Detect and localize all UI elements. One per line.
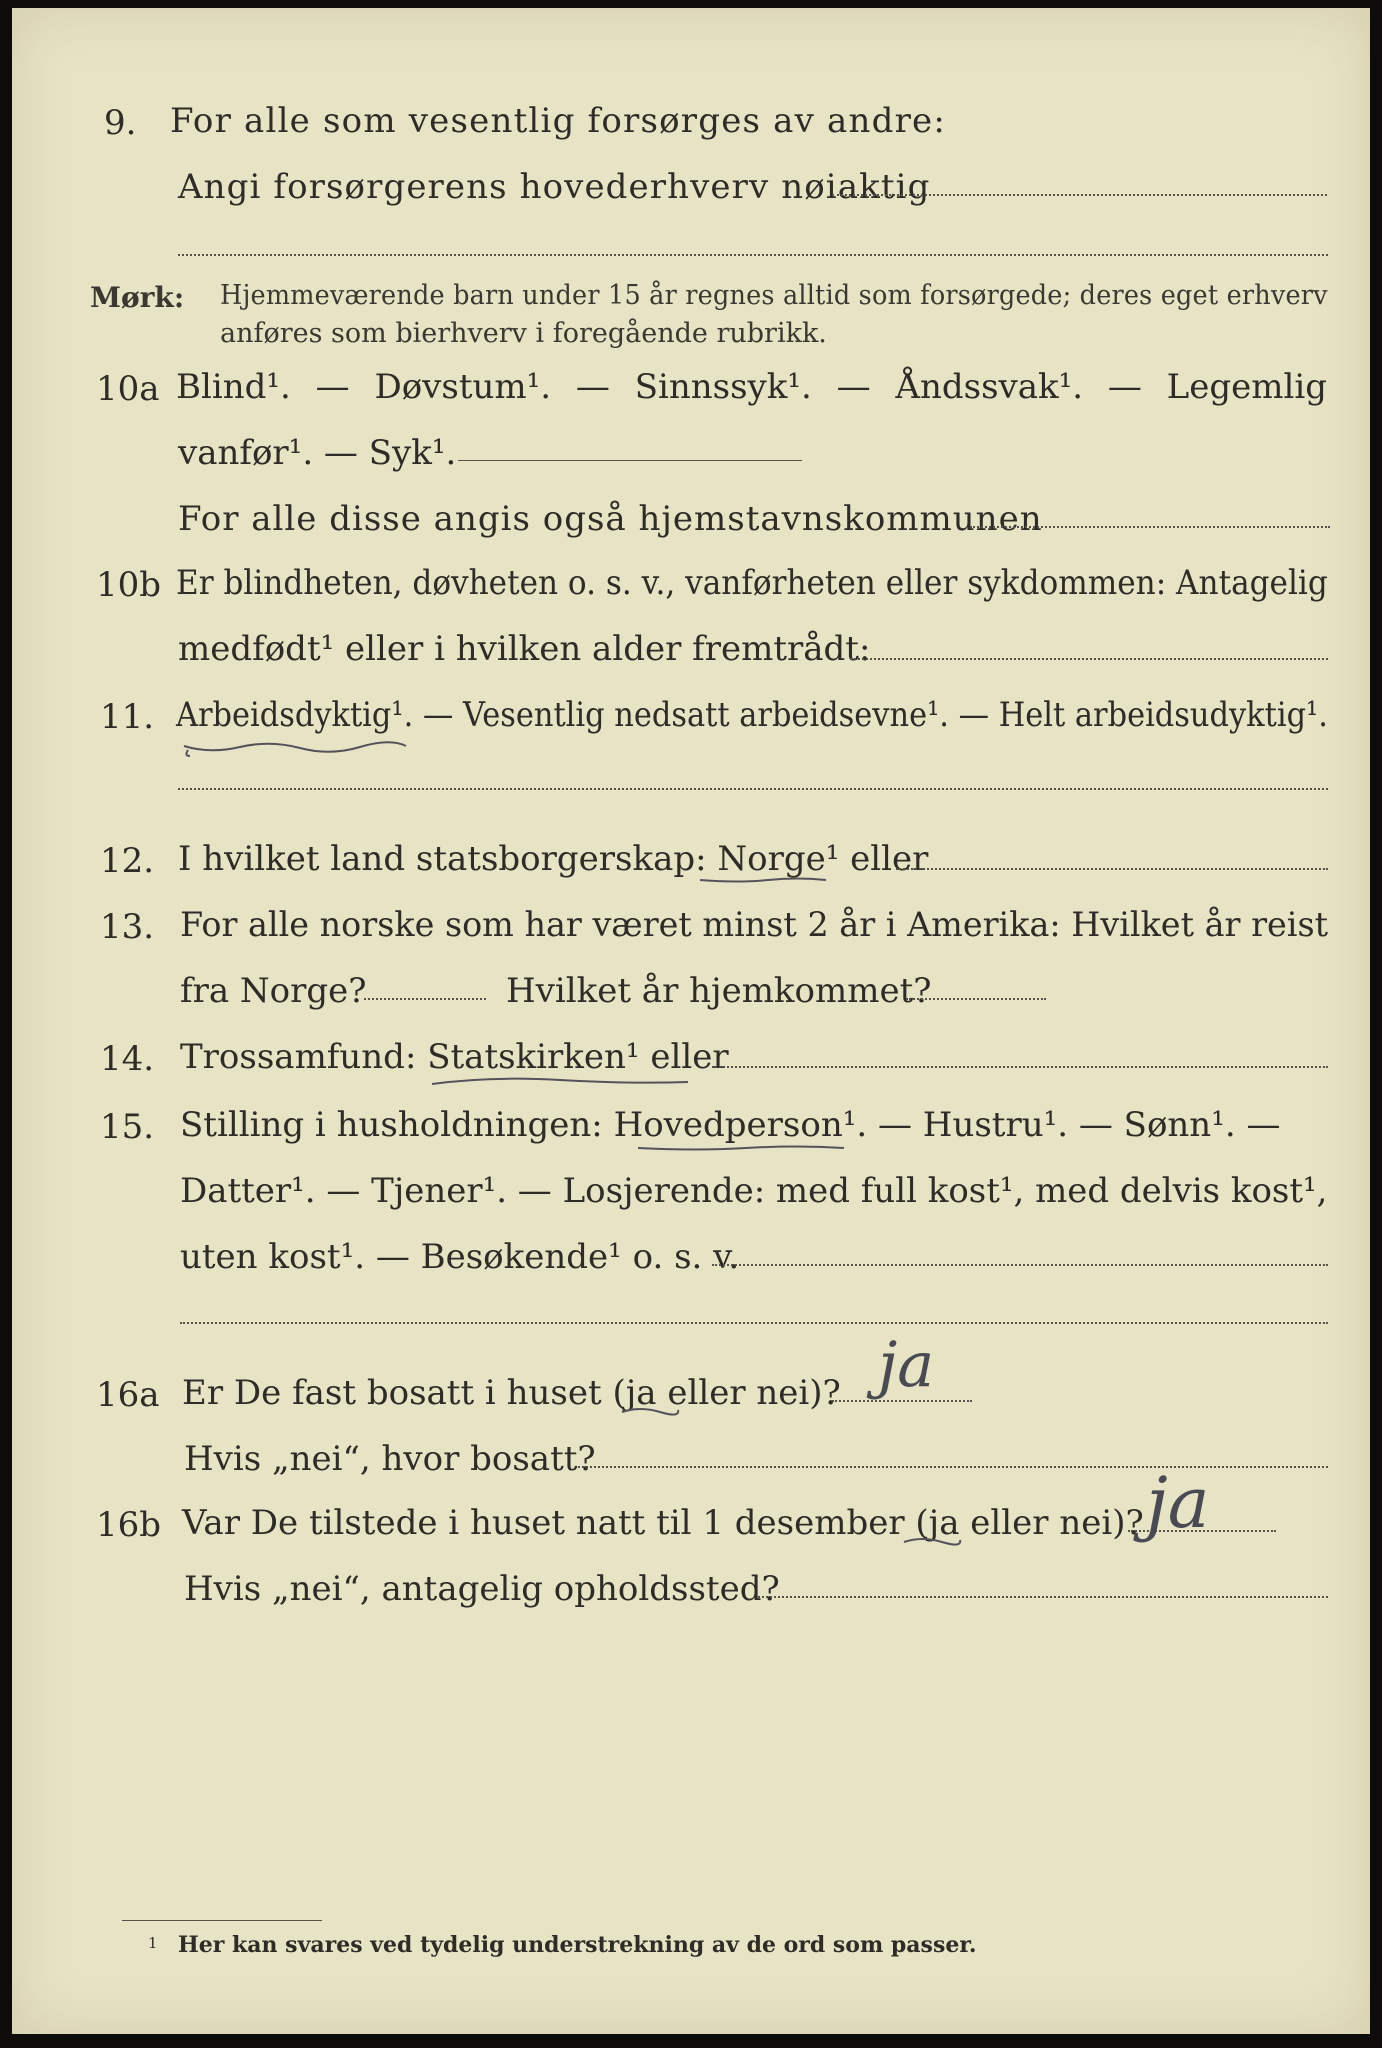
q16a-line2: Hvis „nei“, hvor bosatt? <box>184 1439 596 1479</box>
footnote-text: Her kan svares ved tydelig understrekning av de ord som passer. <box>178 1932 977 1958</box>
q13-line2a: fra Norge? <box>180 971 367 1011</box>
q13-line1: For alle norske som har været minst 2 år i Amerika: Hvilket år reist <box>180 905 1329 945</box>
q16b-handwritten-answer: ja <box>1146 1462 1210 1544</box>
q16b-opholdssted-line[interactable] <box>758 1596 1328 1598</box>
q15-line2: Datter¹. — Tjener¹. — Losjerende: med full kost¹, med delvis kost¹, <box>180 1171 1328 1211</box>
q9-line2: Angi forsørgerens hovederhverv nøiaktig <box>178 167 931 207</box>
q10b-answer-line[interactable] <box>850 658 1328 660</box>
q10a-line3: For alle disse angis også hjemstavnskommunen <box>178 499 1043 539</box>
note-line1: Hjemmeværende barn under 15 år regnes alltid som forsørgede; deres eget erhverv <box>220 280 1328 311</box>
q15-line3: uten kost¹. — Besøkende¹ o. s. v. <box>180 1237 740 1277</box>
q10a-kommune-line[interactable] <box>970 526 1330 528</box>
q12-number: 12. <box>100 841 155 881</box>
q16a-bosatt-line[interactable] <box>578 1466 1328 1468</box>
note-label: Mørk: <box>90 281 185 314</box>
q15-line1: Stilling i husholdningen: Hovedperson¹. — Hustru¹. — Sønn¹. — <box>180 1105 1281 1145</box>
q10b-line2: medfødt¹ eller i hvilken alder fremtrådt: <box>178 629 871 669</box>
underline-mark-ja-16a <box>620 1404 680 1424</box>
q9-number: 9. <box>104 103 137 143</box>
q15-answer-line-2[interactable] <box>180 1322 1328 1324</box>
q14-answer-line[interactable] <box>712 1066 1328 1068</box>
q16a-handwritten-answer: ja <box>878 1328 935 1401</box>
q10b-number: 10b <box>96 565 162 605</box>
q12-answer-line[interactable] <box>896 868 1328 870</box>
q15-number: 15. <box>100 1107 155 1147</box>
note-line2: anføres som bierhverv i foregående rubrikk. <box>220 318 827 349</box>
q13-reist-line[interactable] <box>364 998 486 1000</box>
q14-number: 14. <box>100 1039 155 1079</box>
underline-mark-statskirken <box>430 1072 690 1092</box>
q16b-number: 16b <box>96 1505 162 1545</box>
q11-line1: Arbeidsdyktig¹. — Vesentlig nedsatt arbeidsevne¹. — Helt arbeidsudyktig¹. <box>176 695 1328 735</box>
footnote-separator <box>122 1920 322 1921</box>
footnote-mark: 1 <box>148 1934 158 1952</box>
q13-number: 13. <box>100 907 155 947</box>
q16a-number: 16a <box>96 1375 160 1415</box>
q16b-line2: Hvis „nei“, antagelig opholdssted? <box>184 1569 780 1609</box>
q11-number: 11. <box>100 697 155 737</box>
underline-mark-norge <box>698 874 828 886</box>
q14-line1: Trossamfund: Statskirken¹ eller <box>180 1037 729 1077</box>
q15-answer-line[interactable] <box>712 1264 1328 1266</box>
q10a-answer-line[interactable] <box>458 460 802 461</box>
q16a-line1: Er De fast bosatt i huset (ja eller nei)? <box>182 1373 841 1413</box>
q10b-line1: Er blindheten, døvheten o. s. v., vanførheten eller sykdommen: Antagelig <box>176 563 1328 603</box>
underline-mark-arbeidsdyktig <box>180 736 410 758</box>
underline-mark-ja-16b <box>902 1534 962 1554</box>
q13-hjemkommet-line[interactable] <box>906 998 1046 1000</box>
q12-line1: I hvilket land statsborgerskap: Norge¹ eller <box>178 839 929 879</box>
q9-line1: For alle som vesentlig forsørges av andre: <box>170 101 947 141</box>
q9-answer-line[interactable] <box>832 194 1327 196</box>
q13-line2b: Hvilket år hjemkommet? <box>506 971 932 1011</box>
q11-answer-line[interactable] <box>178 788 1328 790</box>
q9-answer-line-2[interactable] <box>178 254 1328 256</box>
q16b-line1: Var De tilstede i huset natt til 1 desember (ja eller nei)? <box>182 1503 1144 1543</box>
q10a-line1: Blind¹. — Døvstum¹. — Sinnssyk¹. — Åndssvak¹. — Legemlig <box>176 367 1327 407</box>
census-form-page <box>12 8 1370 2034</box>
q10a-number: 10a <box>96 369 160 409</box>
q10a-line2: vanfør¹. — Syk¹. <box>178 433 457 473</box>
underline-mark-hovedperson <box>636 1142 846 1154</box>
